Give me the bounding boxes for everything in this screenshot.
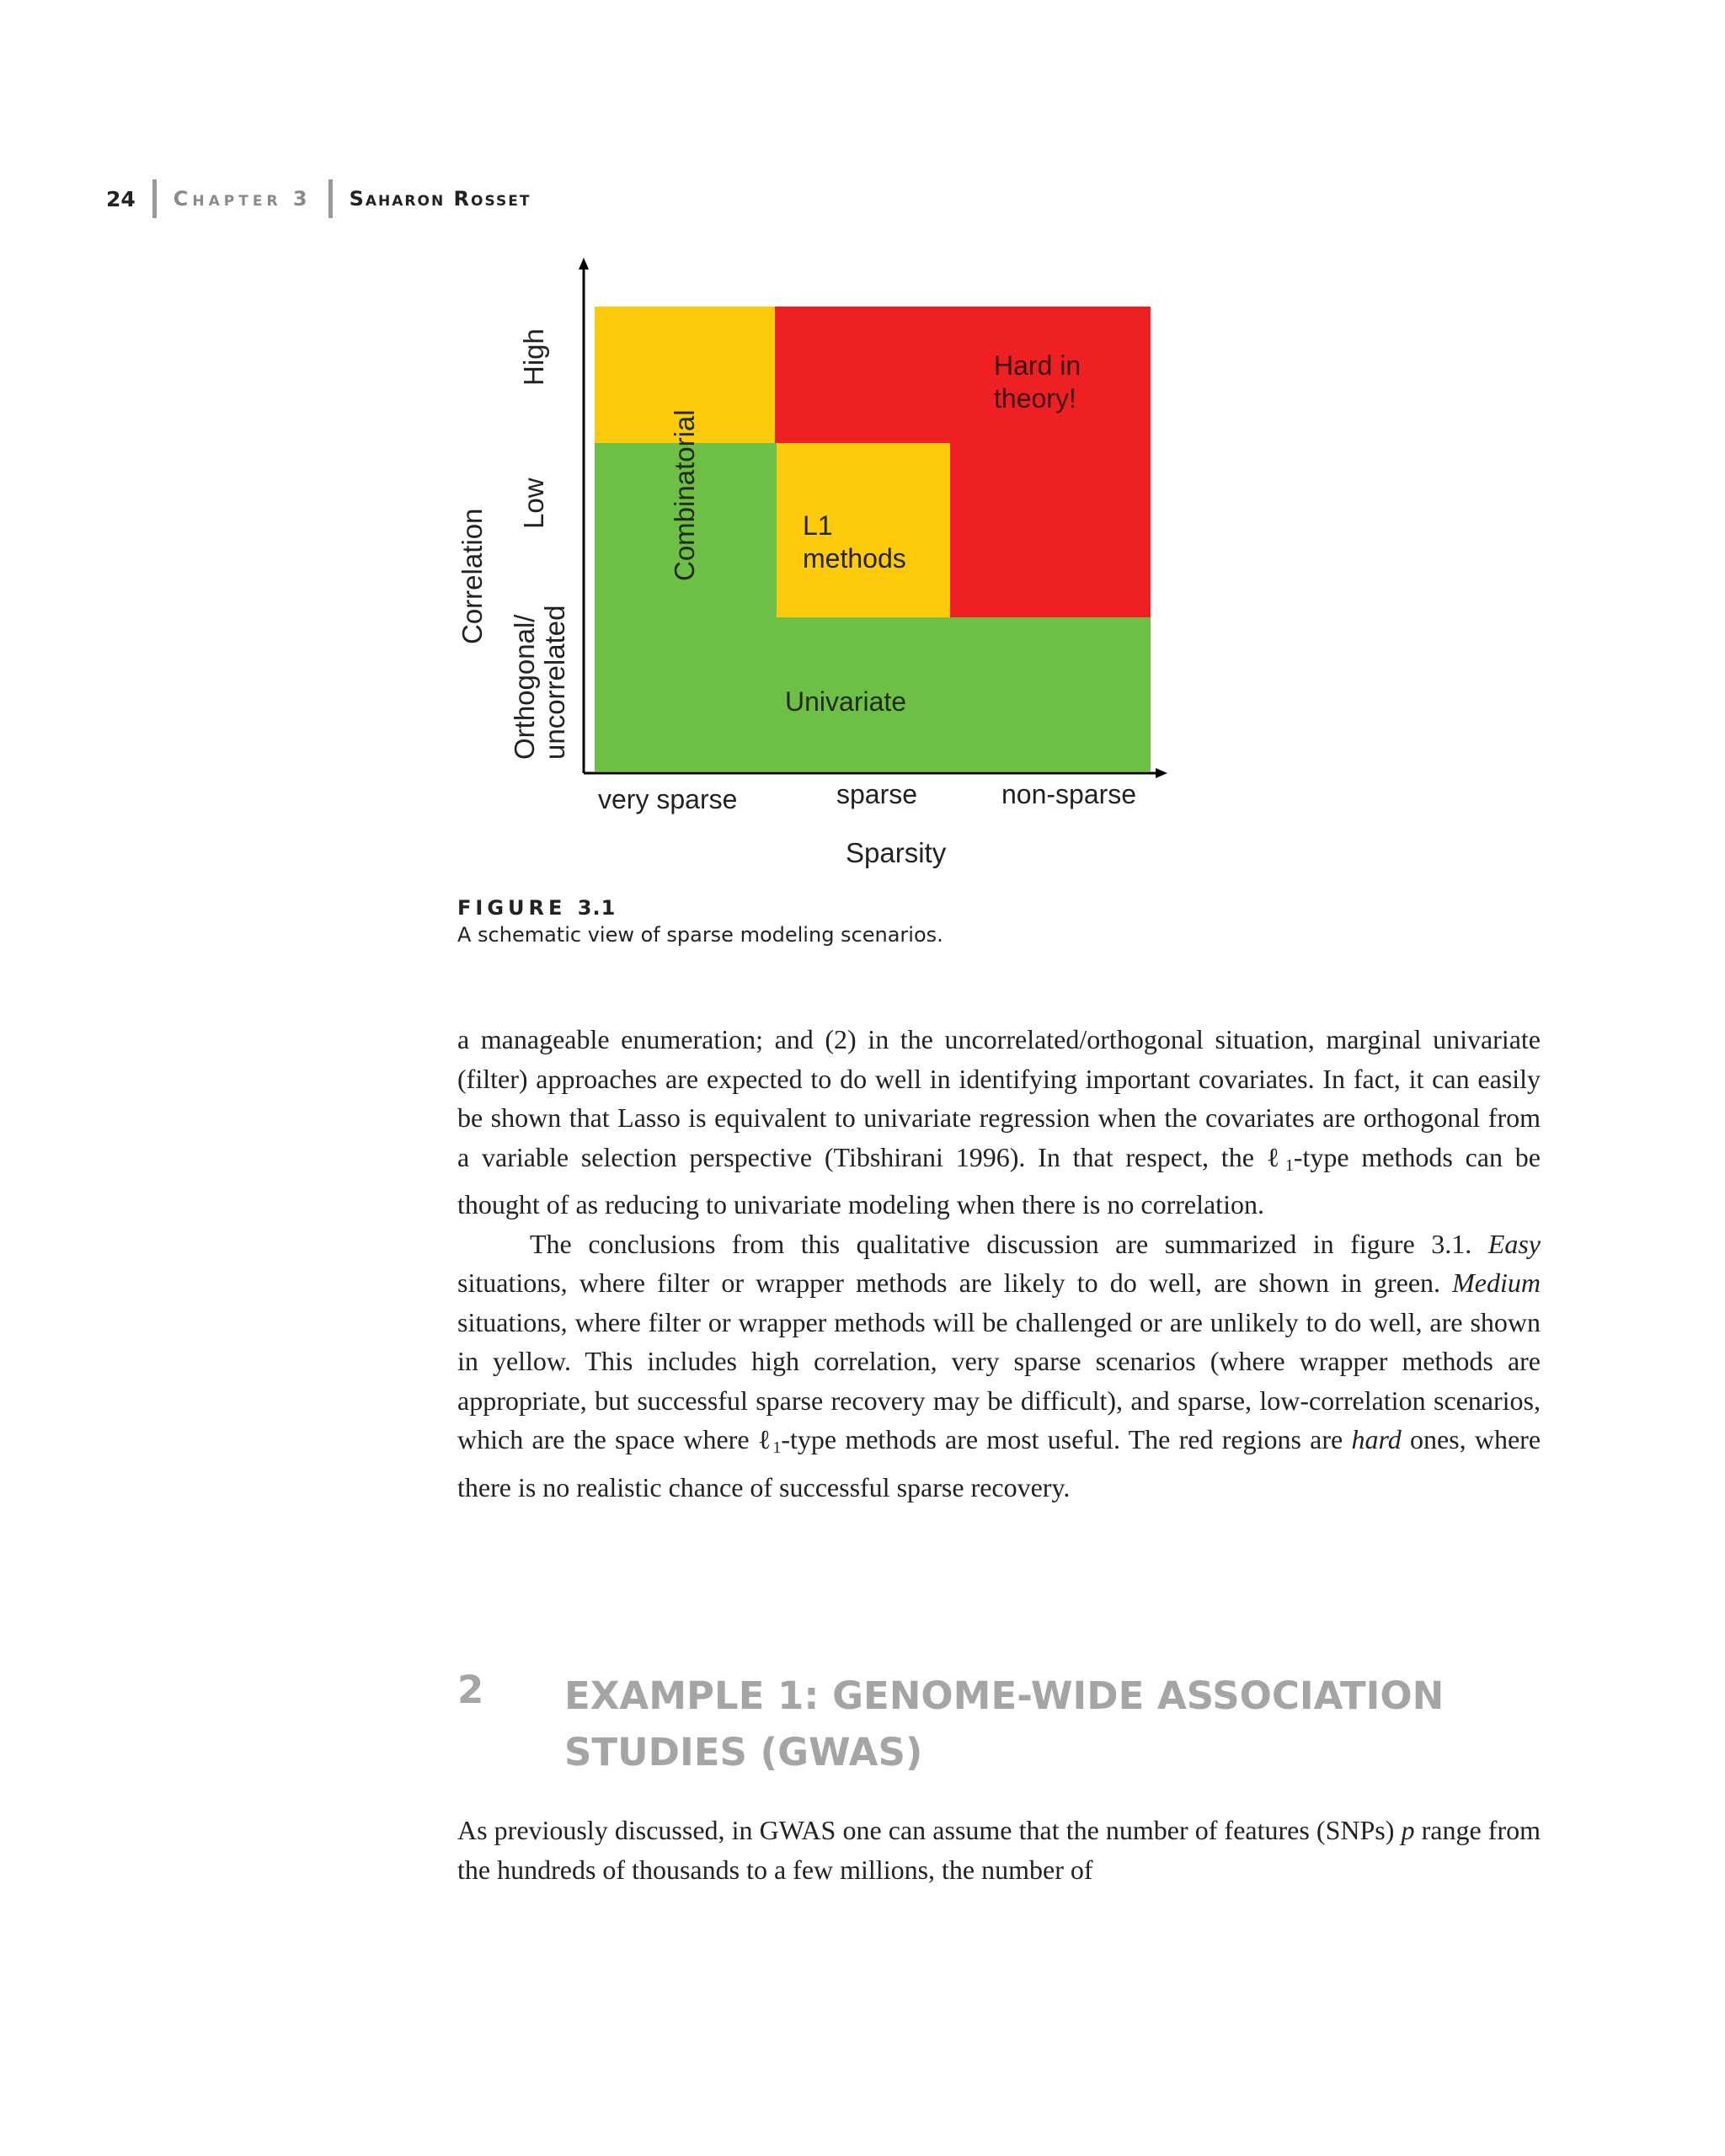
body-text-2 xyxy=(457,1811,1541,1889)
figure-caption xyxy=(457,896,1552,947)
caption-number: 3.1 xyxy=(577,896,617,920)
variable-p: p xyxy=(1401,1815,1415,1845)
caption-label-word: FIGURE xyxy=(457,896,567,920)
caption-text: A schematic view of sparse modeling scenarios. xyxy=(457,923,943,947)
y-tick-orthogonal: Orthogonal/ xyxy=(509,614,540,760)
emphasis-easy: Easy xyxy=(1487,1228,1541,1259)
emphasis-medium: Medium xyxy=(1452,1267,1541,1298)
text-run: As previously discussed, in GWAS one can assume that the number of features (SNPs) xyxy=(457,1815,1402,1845)
page-number: 24 xyxy=(106,186,136,211)
paragraph xyxy=(457,1020,1541,1225)
author-name: Saharon Rosset xyxy=(349,187,531,211)
figure-3-1 xyxy=(0,0,1725,926)
paragraph xyxy=(457,1225,1541,1508)
y-axis-arrow xyxy=(579,258,589,270)
combinatorial-label: Combinatorial xyxy=(669,409,700,581)
text-run: -type methods can be thought of as reducing to univariate modeling when there is no correlation. xyxy=(457,1141,1541,1219)
y-axis-title: Correlation xyxy=(457,508,488,644)
emphasis-hard: hard xyxy=(1351,1424,1402,1454)
text-run: ones, where there is no realistic chance of successful sparse recovery. xyxy=(457,1424,1541,1502)
region-yellow-l1 xyxy=(775,443,950,617)
subscript: 1 xyxy=(772,1438,782,1457)
univariate-label: Univariate xyxy=(785,686,907,717)
section-title: EXAMPLE 1: GENOME-WIDE ASSOCIATION STUDIES (GWAS) xyxy=(564,1673,1445,1774)
x-tick-non-sparse: non-sparse xyxy=(1001,779,1137,809)
text-run: situations, where filter or wrapper methods are likely to do well, are shown in green. xyxy=(457,1267,1453,1298)
subscript: 1 xyxy=(1284,1155,1294,1175)
paragraph xyxy=(457,1811,1541,1889)
y-tick-low: Low xyxy=(518,478,549,529)
caption-label xyxy=(457,896,1552,920)
hard-label-line1: Hard in xyxy=(994,350,1081,381)
text-run: -type methods are most useful. The red regions are xyxy=(781,1424,1352,1454)
x-tick-sparse: sparse xyxy=(836,779,918,809)
x-axis-title: Sparsity xyxy=(846,837,947,868)
text-run: The conclusions from this qualitative discussion are summarized in figure 3.1. xyxy=(530,1228,1488,1259)
chapter-label: Chapter 3 xyxy=(173,187,312,211)
text-run: a manageable enumeration; and (2) in the uncorrelated/orthogonal situation, marginal univariate (filter) approaches are expected to do well in identifying important covariates. In fact, it can easily be shown that Lasso is equivalent to univariate regression when the covariates are orthogonal from a variable selection perspective (Tibshirani 1996). In that respect, the ℓ xyxy=(457,1024,1541,1172)
section-number: 2 xyxy=(457,1668,484,1712)
x-axis-arrow xyxy=(1156,768,1167,778)
text-run: range from the hundreds of thousands to a few millions, the number of xyxy=(457,1815,1541,1885)
sparsity-diagram xyxy=(0,0,1725,926)
y-tick-uncorrelated: uncorrelated xyxy=(539,605,570,760)
body-text xyxy=(457,1020,1541,1507)
l1-label-line1: L1 xyxy=(803,510,833,541)
hard-label-line2: theory! xyxy=(994,383,1076,414)
text-run: situations, where filter or wrapper methods will be challenged or are unlikely to do well, are shown in yellow. This includes high correlation, very sparse scenarios (where wrapper methods are appropriate, but successful sparse recovery may be difficult), and sparse, low-correlation scenarios, which are the space where ℓ xyxy=(457,1306,1541,1454)
y-tick-high: High xyxy=(518,328,549,386)
l1-label-line2: methods xyxy=(803,543,906,574)
x-tick-very-sparse: very sparse xyxy=(598,784,738,814)
